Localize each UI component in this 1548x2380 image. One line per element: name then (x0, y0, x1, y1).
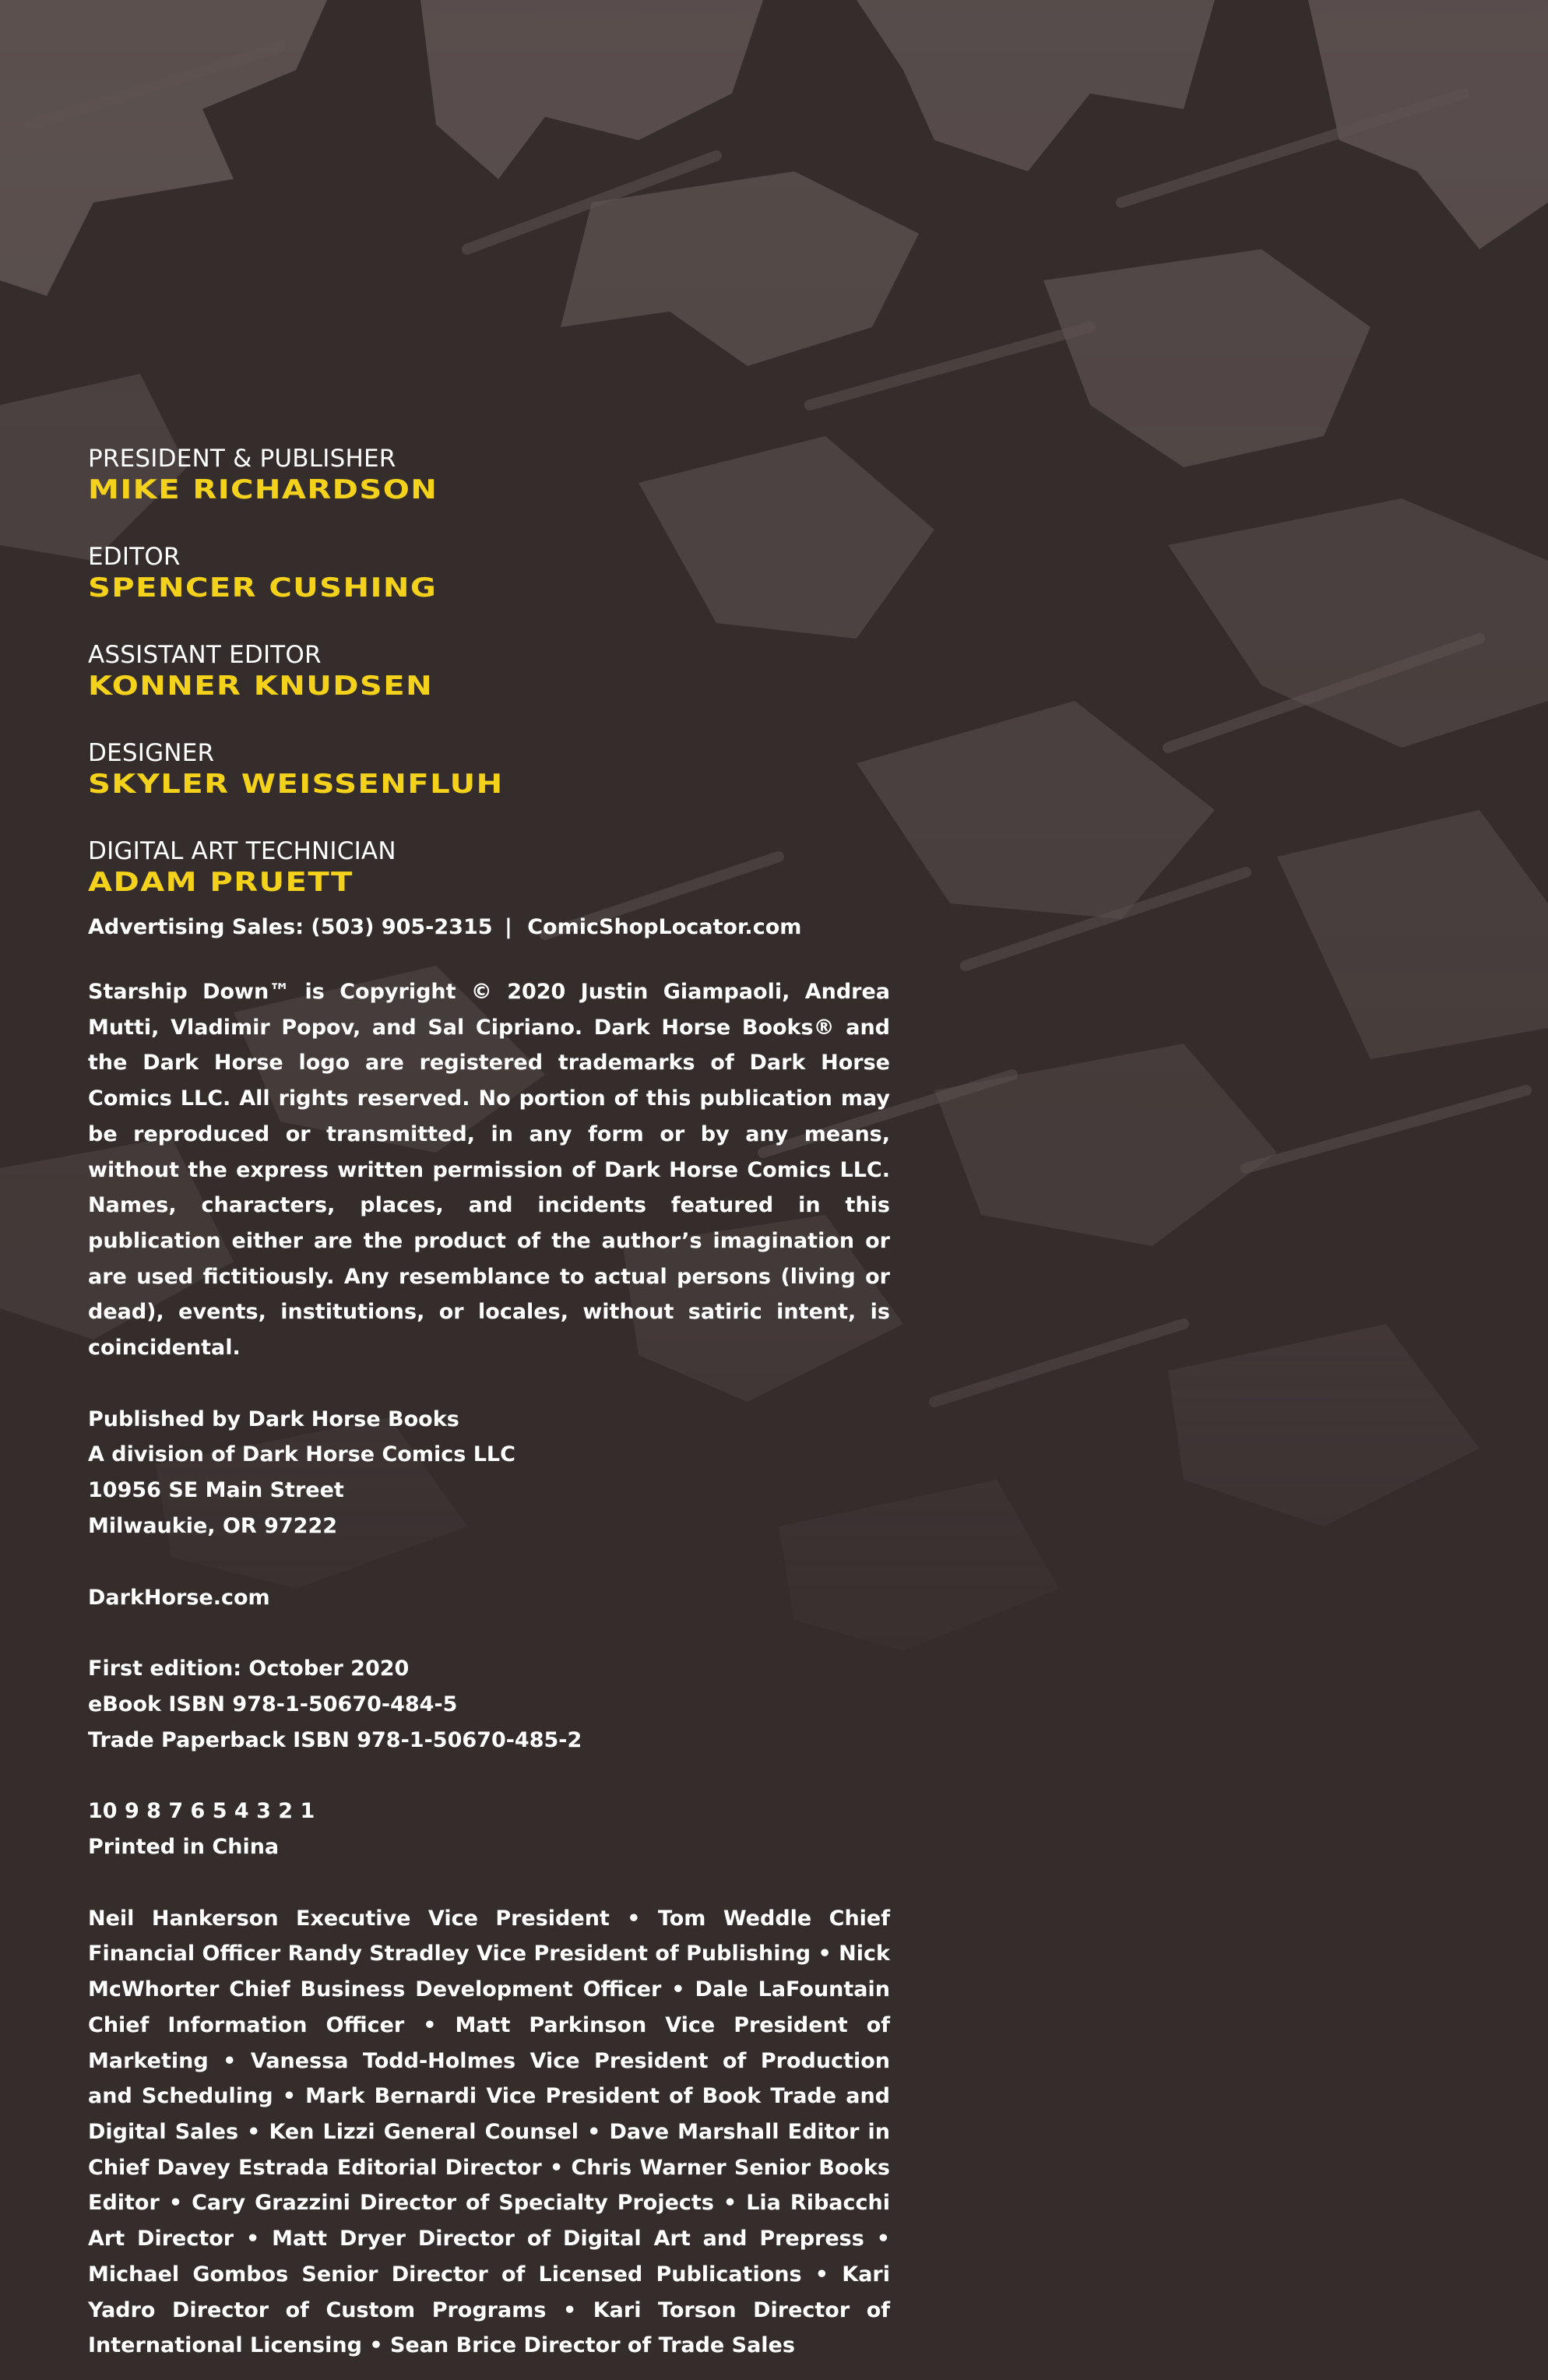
credit-name: SPENCER CUSHING (88, 572, 438, 604)
credit-role: DESIGNER (88, 739, 215, 767)
comic-shop-locator-link[interactable]: ComicShopLocator.com (527, 915, 802, 939)
advertising-sales-phone: Advertising Sales: (503) 905-2315 (88, 915, 493, 939)
credit-digital-art-technician (88, 836, 890, 899)
first-edition: First edition: October 2020 (88, 1656, 410, 1681)
advertising-separator: | (504, 915, 512, 939)
edition-info (88, 1651, 890, 1758)
credit-publisher (88, 444, 890, 506)
publisher-line: A division of Dark Horse Comics LLC (88, 1442, 515, 1467)
trade-paperback-isbn: Trade Paperback ISBN 978-1-50670-485-2 (88, 1727, 582, 1752)
darkhorse-website-link[interactable]: DarkHorse.com (88, 1585, 270, 1610)
publisher-line: Milwaukie, OR 97222 (88, 1513, 338, 1538)
credit-role: PRESIDENT & PUBLISHER (88, 445, 396, 473)
staff-list: Neil Hankerson Executive Vice President • Tom Weddle Chief Financial Officer Randy Stradley Vice President of Publishing • Nick McWhorter Chief Business Development Officer • Dale LaFountain Chief Information Officer • Matt Parkinson Vice President of Marketing • Vanessa Todd-Holmes Vice President of Production and Scheduling • Mark Bernardi Vice President of Book Trade and Digital Sales • Ken Lizzi General Counsel • Dave Marshall Editor in Chief Davey Estrada Editorial Director • Chris Warner Senior Books Editor • Cary Grazzini Director of Specialty Projects • Lia Ribacchi Art Director • Matt Dryer Director of Digital Art and Prepress • Michael Gombos Senior Director of Licensed Publications • Kari Yadro Director of Custom Programs • Kari Torson Director of International Licensing • Sean Brice Director of Trade Sales (88, 1906, 890, 2358)
website-block (88, 1580, 890, 1616)
credit-name: ADAM PRUETT (88, 867, 354, 898)
credit-editor (88, 542, 890, 604)
printing-numbers: 10 9 8 7 6 5 4 3 2 1 (88, 1799, 315, 1824)
publisher-address (88, 1402, 890, 1544)
credit-name: MIKE RICHARDSON (88, 474, 438, 505)
credit-designer (88, 738, 890, 801)
printing-location: Printed in China (88, 1835, 280, 1860)
printing-info (88, 1794, 890, 1864)
publisher-line: Published by Dark Horse Books (88, 1407, 459, 1431)
credit-name: SKYLER WEISSENFLUH (88, 769, 504, 800)
credit-role: ASSISTANT EDITOR (88, 641, 322, 669)
credit-name: KONNER KNUDSEN (88, 671, 434, 702)
advertising-sales (88, 910, 890, 945)
ebook-isbn: eBook ISBN 978-1-50670-484-5 (88, 1692, 458, 1716)
credits-column (88, 444, 890, 2380)
copyright-notice: Starship Down™ is Copyright © 2020 Justin Giampaoli, Andrea Mutti, Vladimir Popov, and Sal Cipriano. Dark Horse Books® and the Dark Horse logo are registered trademarks of Dark Horse Comics LLC. All rights reserved. No portion of this publication may be reproduced or transmitted, in any form or by any means, without the express written permission of Dark Horse Comics LLC. Names, characters, places, and incidents featured in this publication either are the product of the author’s imagination or are used fictitiously. Any resemblance to actual persons (living or dead), events, institutions, or locales, without satiric intent, is coincidental. (88, 980, 890, 1361)
credit-assistant-editor (88, 640, 890, 702)
credit-role: EDITOR (88, 543, 181, 571)
publisher-line: 10956 SE Main Street (88, 1478, 344, 1503)
credit-role: DIGITAL ART TECHNICIAN (88, 837, 396, 865)
